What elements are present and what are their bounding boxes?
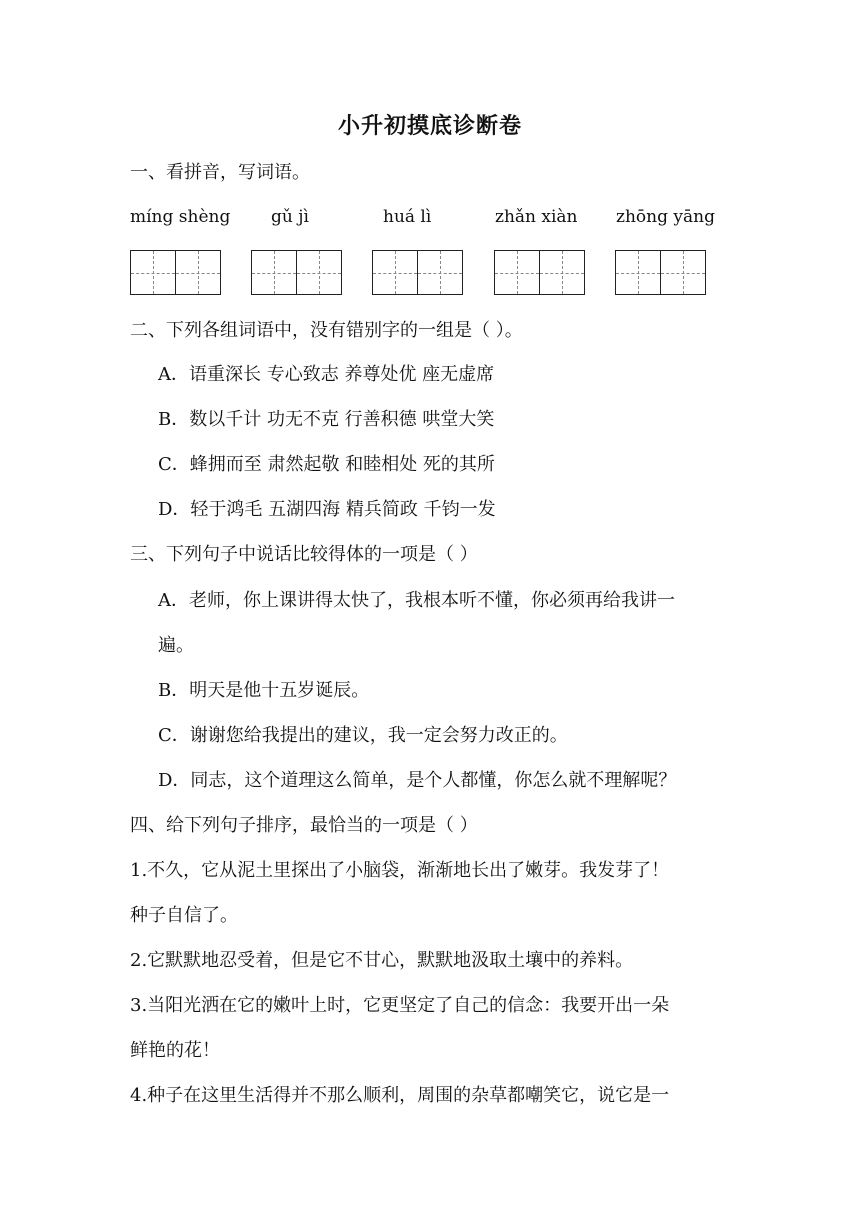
section4-heading: 四、给下列句子排序，最恰当的一项是（ ）	[130, 815, 478, 836]
grid-cell[interactable]	[296, 250, 342, 295]
section2-heading: 二、下列各组词语中，没有错别字的一组是（ ）。	[130, 320, 523, 341]
grid-cell[interactable]	[417, 250, 463, 295]
section2-option-c: C．蜂拥而至 肃然起敬 和睦相处 死的其所	[158, 454, 495, 475]
grid-cell[interactable]	[372, 250, 418, 295]
pinyin-1: míng shèng	[130, 207, 231, 227]
section3-option-a: A．老师，你上课讲得太快了，我根本听不懂，你必须再给我讲一	[158, 590, 675, 611]
section4-line-1-cont: 种子自信了。	[130, 905, 238, 926]
section2-option-b: B．数以千计 功无不克 行善积德 哄堂大笑	[158, 409, 495, 430]
grid-cell[interactable]	[175, 250, 221, 295]
pinyin-5: zhōng yāng	[616, 207, 715, 227]
section3-heading: 三、下列句子中说话比较得体的一项是（ ）	[130, 544, 478, 565]
section4-line-3: 3.当阳光洒在它的嫩叶上时，它更坚定了自己的信念：我要开出一朵	[130, 995, 670, 1016]
writing-grid-5[interactable]	[615, 250, 706, 295]
section3-option-b: B．明天是他十五岁诞辰。	[158, 680, 370, 701]
section4-line-4: 4.种子在这里生活得并不那么顺利，周围的杂草都嘲笑它，说它是一	[130, 1085, 670, 1106]
pinyin-2: gǔ jì	[271, 207, 309, 227]
writing-grid-4[interactable]	[494, 250, 585, 295]
section4-line-3-cont: 鲜艳的花！	[130, 1040, 220, 1061]
grid-cell[interactable]	[615, 250, 661, 295]
grid-cell[interactable]	[660, 250, 706, 295]
page-title: 小升初摸底诊断卷	[337, 114, 522, 139]
section3-option-c: C．谢谢您给我提出的建议，我一定会努力改正的。	[158, 725, 568, 746]
pinyin-4: zhǎn xiàn	[495, 207, 578, 227]
section2-option-a: A．语重深长 专心致志 养尊处优 座无虚席	[158, 364, 495, 385]
grid-cell[interactable]	[251, 250, 297, 295]
writing-grid-1[interactable]	[130, 250, 221, 295]
grid-cell[interactable]	[539, 250, 585, 295]
grid-cell[interactable]	[130, 250, 176, 295]
grid-cell[interactable]	[494, 250, 540, 295]
section3-option-a-cont: 遍。	[158, 635, 194, 656]
writing-grid-2[interactable]	[251, 250, 342, 295]
section3-option-d: D．同志，这个道理这么简单，是个人都懂，你怎么就不理解呢？	[158, 770, 677, 791]
section2-option-d: D．轻于鸿毛 五湖四海 精兵简政 千钧一发	[158, 499, 496, 520]
section4-line-2: 2.它默默地忍受着，但是它不甘心，默默地汲取土壤中的养料。	[130, 950, 634, 971]
section1-heading: 一、看拼音，写词语。	[130, 162, 310, 183]
writing-grid-3[interactable]	[372, 250, 463, 295]
section4-line-1: 1.不久，它从泥土里探出了小脑袋，渐渐地长出了嫩芽。我发芽了！	[130, 860, 670, 881]
pinyin-3: huá lì	[383, 207, 432, 227]
